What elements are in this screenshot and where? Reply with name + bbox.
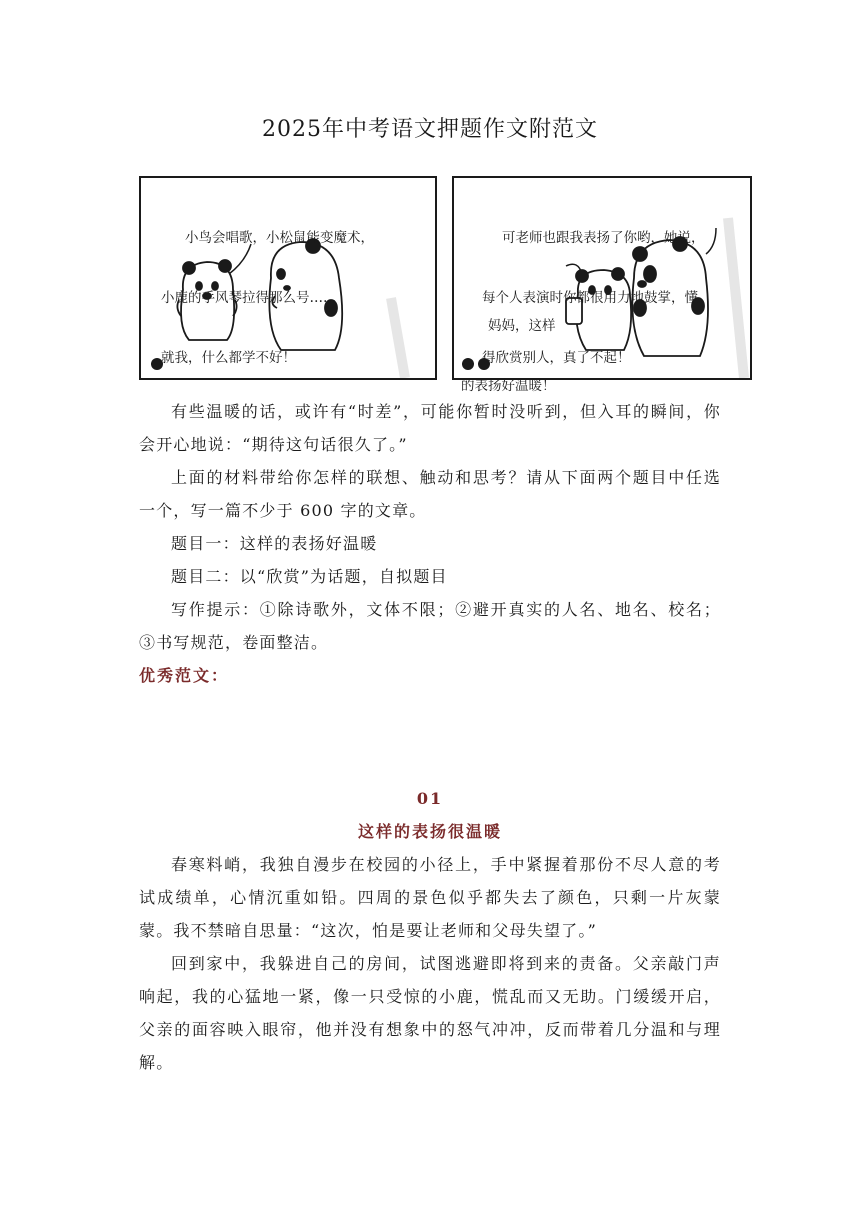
page-title: 2025年中考语文押题作文附范文 <box>262 117 598 142</box>
essay-number: 01 <box>416 789 444 808</box>
material-paragraph-2: 上面的材料带给你怎样的联想、触动和思考？请从下面两个题目中任选一个，写一篇不少于 600 字的文章。 <box>139 468 721 520</box>
prompt-section <box>139 395 721 692</box>
speech-bubble-1 <box>161 188 374 408</box>
section-label: 优秀范文： <box>139 666 230 685</box>
bubble-line: 的表扬好温暖！ <box>461 378 556 394</box>
essay-paragraph-2: 回到家中，我躲进自己的房间，试图逃避即将到来的责备。父亲敲门声响起，我的心猛地一紧，像一只受惊的小鹿，慌乱而又无助。门缓缓开启，父亲的面容映入眼帘，他并没有想象中的怒气冲冲，反而带着几分温和与理解。 <box>139 954 721 1072</box>
material-paragraph-1: 有些温暖的话，或许有“时差”，可能你暂时没听到，但入耳的瞬间，你会开心地说：“期待这句话很久了。” <box>139 402 721 454</box>
essay-title: 这样的表扬很温暖 <box>357 822 502 841</box>
bubble-line: 小鹿的手风琴拉得那么号…… <box>161 290 337 306</box>
topic-1: 题目一：这样的表扬好温暖 <box>171 534 378 553</box>
bubble-line: 得欣赏别人，真了不起！ <box>482 350 631 366</box>
comic-panel-2 <box>452 176 752 394</box>
essay-section <box>139 782 721 1079</box>
bubble-line: 妈妈，这样 <box>488 318 556 334</box>
bubble-line: 每个人表演时你都很用力地鼓掌，懂 <box>482 290 698 306</box>
writing-tips: 写作提示：①除诗歌外，文体不限；②避开真实的人名、地名、校名；③书写规范，卷面整洁。 <box>139 600 721 652</box>
essay-paragraph-1: 春寒料峭，我独自漫步在校园的小径上，手中紧握着那份不尽人意的考试成绩单，心情沉重如铅。四周的景色似乎都失去了颜色，只剩一片灰蒙蒙。我不禁暗自思量：“这次，怕是要让老师和父母失望了。” <box>139 855 721 940</box>
topic-2: 题目二：以“欣赏”为话题，自拟题目 <box>171 567 448 586</box>
bubble-line: 可老师也跟我表扬了你哟，她说， <box>502 230 705 246</box>
bubble-line: 就我，什么都学不好！ <box>161 350 296 366</box>
bubble-line: 小鸟会唱歌，小松鼠能变魔术， <box>185 230 374 246</box>
comic-panel-1 <box>139 176 437 380</box>
